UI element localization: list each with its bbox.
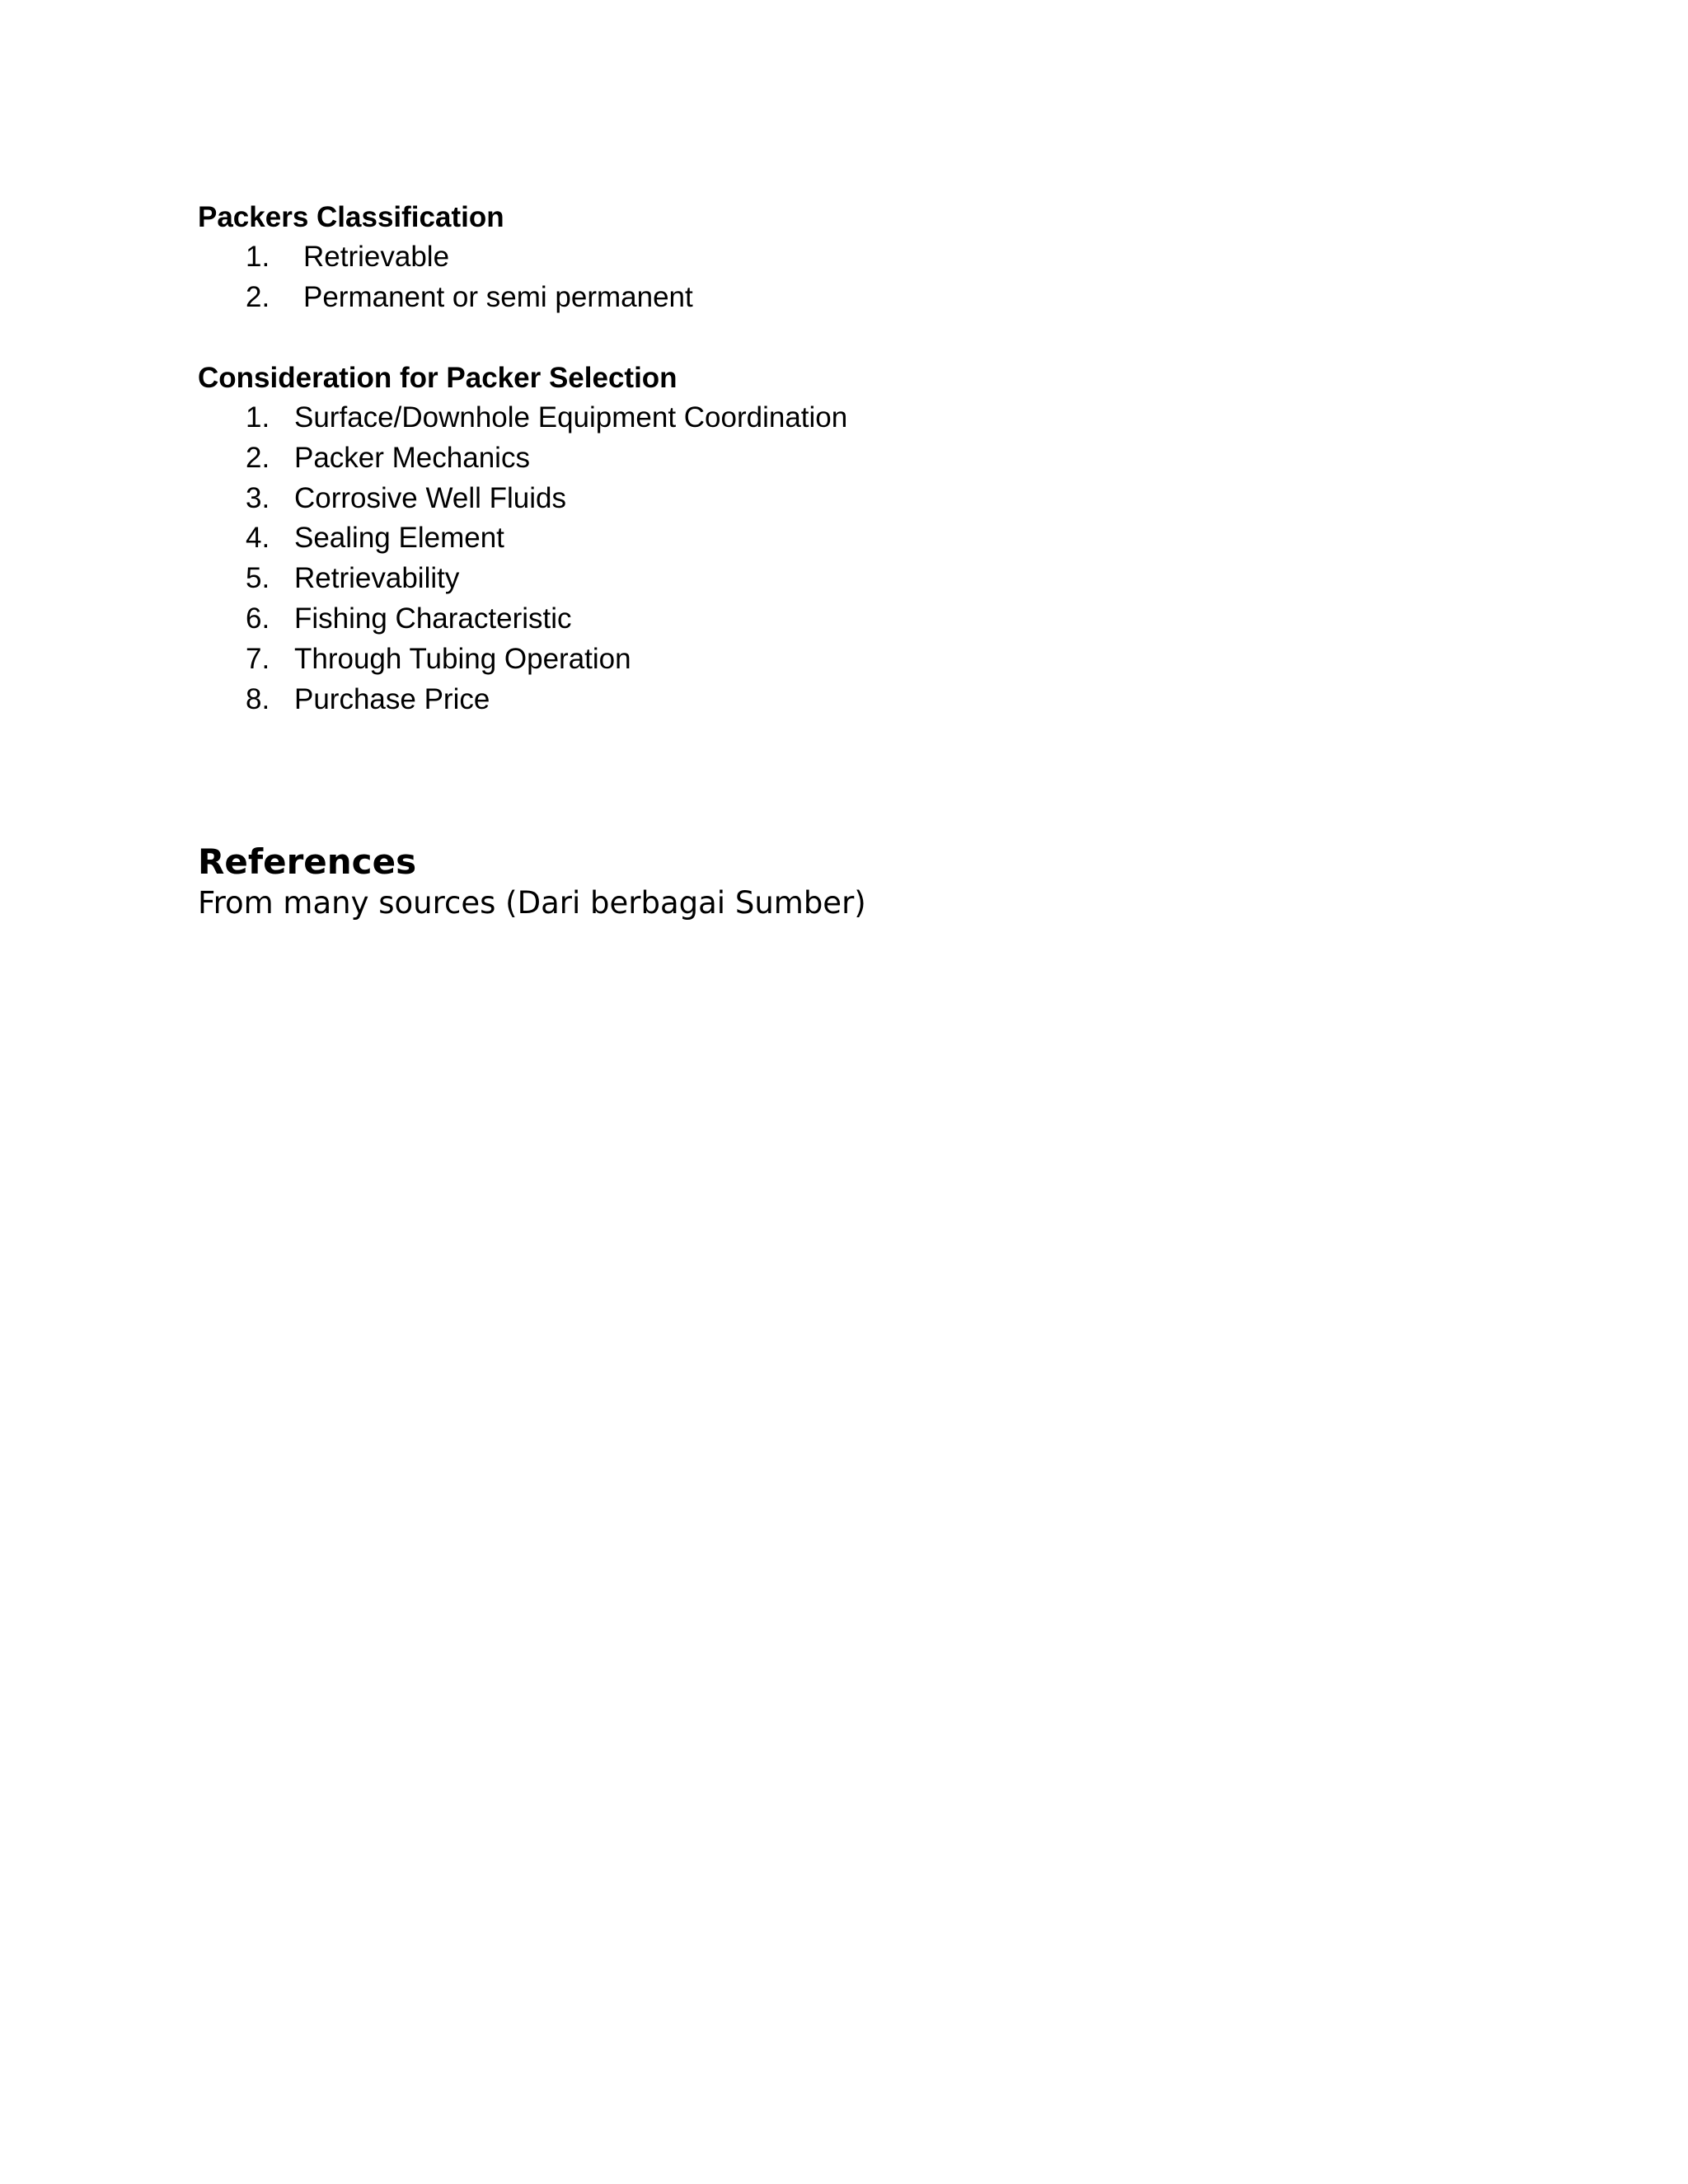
references-section xyxy=(198,841,866,923)
list-number: 2. xyxy=(246,441,270,474)
list-number: 3. xyxy=(246,481,270,514)
list-text: Retrievable xyxy=(303,241,450,273)
list-item xyxy=(198,599,678,640)
list-text: Surface/Downhole Equipment Coordination xyxy=(294,401,848,434)
list-text: Through Tubing Operation xyxy=(294,642,631,675)
references-heading: References xyxy=(198,841,417,882)
packer-selection-section xyxy=(198,359,848,719)
section-heading: Consideration for Packer Selection xyxy=(198,362,678,394)
list-item xyxy=(198,479,678,519)
list-item xyxy=(198,680,678,720)
list-item xyxy=(198,278,693,318)
list-number: 1. xyxy=(246,401,270,434)
list-item xyxy=(198,518,678,559)
list-item xyxy=(198,237,504,278)
list-text: Permanent or semi permanent xyxy=(303,280,693,313)
list-number: 8. xyxy=(246,682,270,715)
list-item xyxy=(198,640,678,680)
section-heading: Packers Classification xyxy=(198,201,504,233)
list-number: 7. xyxy=(246,642,270,675)
list-number: 5. xyxy=(246,562,270,595)
list-item xyxy=(198,438,678,479)
list-text: Retrievability xyxy=(294,562,460,595)
list-text: Fishing Characteristic xyxy=(294,602,572,635)
list-item xyxy=(198,559,678,599)
packers-classification-section xyxy=(198,198,693,318)
list-text: Packer Mechanics xyxy=(294,441,530,474)
list-number: 4. xyxy=(246,522,270,555)
consideration-list xyxy=(198,398,848,719)
list-text: Corrosive Well Fluids xyxy=(294,481,566,514)
list-text: Sealing Element xyxy=(294,522,504,555)
list-number: 2. xyxy=(246,280,270,313)
references-text: From many sources (Dari berbagai Sumber) xyxy=(198,885,866,921)
list-text: Purchase Price xyxy=(294,682,490,715)
list-number: 6. xyxy=(246,602,270,635)
list-number: 1. xyxy=(246,241,270,273)
list-item xyxy=(198,398,848,438)
classification-list xyxy=(198,237,693,318)
